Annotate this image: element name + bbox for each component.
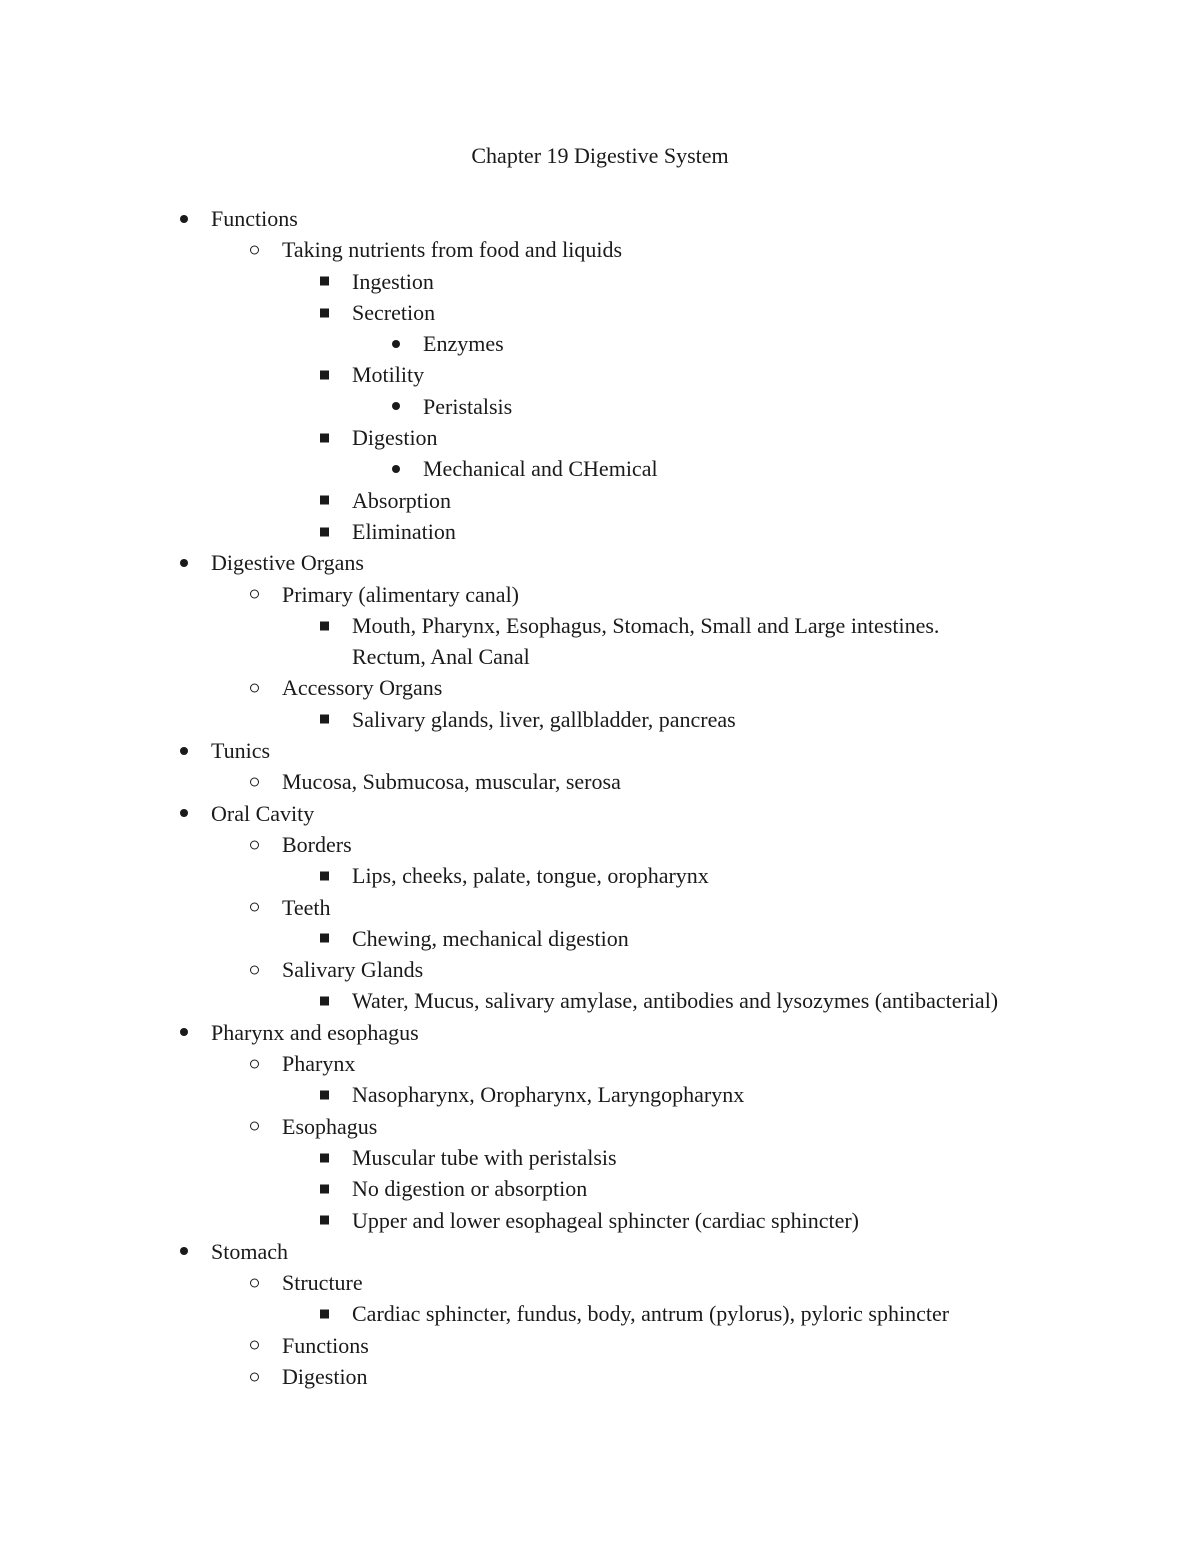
filled-disc-bullet-icon <box>392 465 400 473</box>
filled-disc-bullet-icon <box>180 747 188 755</box>
filled-disc-bullet-icon <box>180 559 188 567</box>
list-item <box>0 704 1200 735</box>
list-item <box>0 1173 1200 1204</box>
filled-disc-bullet-icon <box>180 809 188 817</box>
hollow-circle-bullet-icon <box>250 1341 259 1350</box>
filled-square-bullet-icon <box>320 496 329 505</box>
list-item <box>0 297 1200 328</box>
list-item-text: Rectum, Anal Canal <box>352 644 530 670</box>
list-item-text: Ingestion <box>352 268 434 294</box>
bulleted-outline <box>0 203 1200 1392</box>
list-item-text: Chewing, mechanical digestion <box>352 925 629 951</box>
list-item <box>0 1267 1200 1298</box>
list-item <box>0 266 1200 297</box>
filled-disc-bullet-icon <box>180 1028 188 1036</box>
filled-square-bullet-icon <box>320 308 329 317</box>
hollow-circle-bullet-icon <box>250 245 259 254</box>
list-item <box>0 485 1200 516</box>
list-item-text: Lips, cheeks, palate, tongue, oropharynx <box>352 863 709 889</box>
filled-square-bullet-icon <box>320 621 329 630</box>
list-item-text: Upper and lower esophageal sphincter (cardiac sphincter) <box>352 1207 859 1233</box>
list-item <box>0 453 1200 484</box>
filled-disc-bullet-icon <box>180 215 188 223</box>
hollow-circle-bullet-icon <box>250 1122 259 1131</box>
hollow-circle-bullet-icon <box>250 903 259 912</box>
list-item-text: Borders <box>282 831 352 857</box>
hollow-circle-bullet-icon <box>250 777 259 786</box>
filled-disc-bullet-icon <box>180 1247 188 1255</box>
list-item <box>0 985 1200 1016</box>
list-item <box>0 422 1200 453</box>
list-item <box>0 1079 1200 1110</box>
filled-square-bullet-icon <box>320 1153 329 1162</box>
list-item <box>0 234 1200 265</box>
filled-disc-bullet-icon <box>392 340 400 348</box>
list-item <box>0 1330 1200 1361</box>
hollow-circle-bullet-icon <box>250 1059 259 1068</box>
list-item-text: Esophagus <box>282 1113 378 1139</box>
list-item <box>0 1236 1200 1267</box>
list-item <box>0 203 1200 234</box>
list-item <box>0 547 1200 578</box>
list-item <box>0 1048 1200 1079</box>
list-item-text: Digestion <box>282 1363 368 1389</box>
filled-square-bullet-icon <box>320 934 329 943</box>
list-item-text: Muscular tube with peristalsis <box>352 1144 617 1170</box>
list-item-text: Structure <box>282 1270 363 1296</box>
list-item <box>0 328 1200 359</box>
list-item-text: Nasopharynx, Oropharynx, Laryngopharynx <box>352 1082 745 1108</box>
list-item <box>0 766 1200 797</box>
hollow-circle-bullet-icon <box>250 1372 259 1381</box>
list-item-text: Enzymes <box>423 331 504 357</box>
list-item <box>0 641 1200 672</box>
list-item-text: Mouth, Pharynx, Esophagus, Stomach, Small and Large intestines. <box>352 612 940 638</box>
list-item-text: Tunics <box>211 738 271 764</box>
list-item <box>0 1298 1200 1329</box>
list-item <box>0 829 1200 860</box>
filled-square-bullet-icon <box>320 715 329 724</box>
filled-square-bullet-icon <box>320 277 329 286</box>
list-item <box>0 1142 1200 1173</box>
list-item-text: Mechanical and CHemical <box>423 456 658 482</box>
list-item-text: Functions <box>211 206 298 231</box>
list-item-text: Water, Mucus, salivary amylase, antibodies and lysozymes (antibacterial) <box>352 988 999 1014</box>
filled-disc-bullet-icon <box>392 402 400 410</box>
list-item-text: Cardiac sphincter, fundus, body, antrum (pylorus), pyloric sphincter <box>352 1301 950 1327</box>
list-item-text: Salivary glands, liver, gallbladder, pancreas <box>352 706 736 732</box>
filled-square-bullet-icon <box>320 1216 329 1225</box>
list-item-text: Secretion <box>352 299 436 325</box>
list-item-text: Peristalsis <box>423 393 513 419</box>
list-item <box>0 860 1200 891</box>
list-item <box>0 610 1200 641</box>
list-item <box>0 516 1200 547</box>
filled-square-bullet-icon <box>320 1090 329 1099</box>
hollow-circle-bullet-icon <box>250 684 259 693</box>
list-item-text: Digestion <box>352 425 438 451</box>
filled-square-bullet-icon <box>320 527 329 536</box>
list-item <box>0 359 1200 390</box>
list-item-text: Teeth <box>282 894 331 920</box>
filled-square-bullet-icon <box>320 433 329 442</box>
list-item <box>0 672 1200 703</box>
list-item-text: No digestion or absorption <box>352 1176 588 1202</box>
list-item <box>0 579 1200 610</box>
list-item-text: Pharynx and esophagus <box>211 1019 419 1045</box>
list-item-text: Accessory Organs <box>282 675 443 701</box>
hollow-circle-bullet-icon <box>250 965 259 974</box>
list-item-text: Pharynx <box>282 1051 356 1077</box>
list-item-text: Functions <box>282 1332 369 1358</box>
list-item <box>0 1111 1200 1142</box>
list-item <box>0 1017 1200 1048</box>
document-title: Chapter 19 Digestive System <box>471 143 729 168</box>
list-item-text: Motility <box>352 362 425 388</box>
filled-square-bullet-icon <box>320 871 329 880</box>
hollow-circle-bullet-icon <box>250 1278 259 1287</box>
filled-square-bullet-icon <box>320 997 329 1006</box>
list-item-text: Stomach <box>211 1238 288 1264</box>
list-item-text: Primary (alimentary canal) <box>282 581 520 607</box>
list-item-text: Elimination <box>352 518 456 544</box>
list-item <box>0 954 1200 985</box>
list-item <box>0 1205 1200 1236</box>
list-item-text: Oral Cavity <box>211 800 315 826</box>
list-item-text: Mucosa, Submucosa, muscular, serosa <box>282 769 621 795</box>
list-item-text: Taking nutrients from food and liquids <box>282 237 623 263</box>
list-item-text: Salivary Glands <box>282 957 424 983</box>
list-item <box>0 391 1200 422</box>
list-item <box>0 798 1200 829</box>
list-item <box>0 735 1200 766</box>
list-item-text: Absorption <box>352 487 451 513</box>
list-item <box>0 923 1200 954</box>
list-item-text: Digestive Organs <box>211 550 364 576</box>
filled-square-bullet-icon <box>320 371 329 380</box>
list-item <box>0 1361 1200 1392</box>
filled-square-bullet-icon <box>320 1184 329 1193</box>
list-item <box>0 892 1200 923</box>
filled-square-bullet-icon <box>320 1310 329 1319</box>
hollow-circle-bullet-icon <box>250 840 259 849</box>
hollow-circle-bullet-icon <box>250 590 259 599</box>
